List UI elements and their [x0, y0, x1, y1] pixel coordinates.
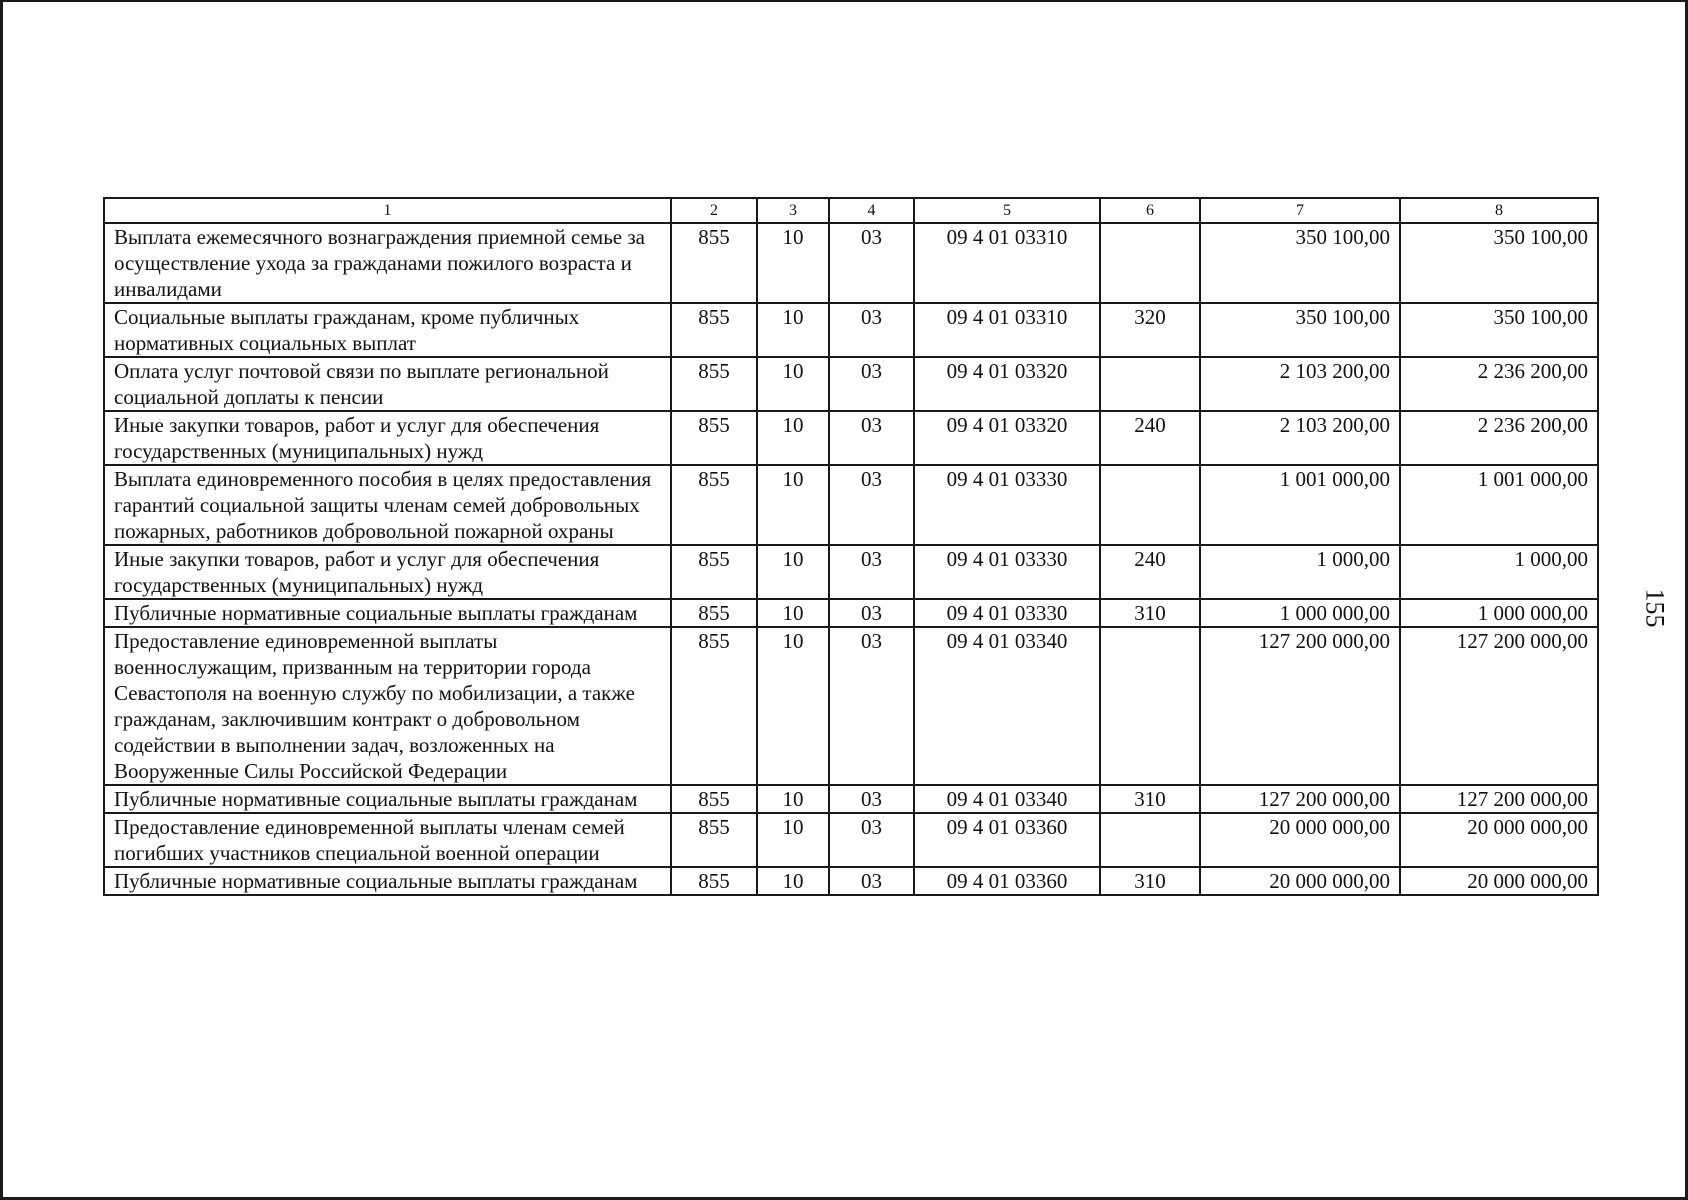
row-code: 855: [671, 411, 757, 465]
row-subsection: 03: [829, 465, 914, 545]
row-code: 855: [671, 627, 757, 785]
row-subsection: 03: [829, 813, 914, 867]
budget-table: [103, 197, 1599, 896]
row-amount-8: 2 236 200,00: [1400, 357, 1598, 411]
row-description: Иные закупки товаров, работ и услуг для обеспечения государственных (муниципальных) нужд: [104, 411, 671, 465]
row-code: 855: [671, 599, 757, 627]
row-section: 10: [757, 545, 829, 599]
row-expense-type: [1100, 465, 1200, 545]
row-target-article: 09 4 01 03330: [914, 599, 1100, 627]
row-expense-type: [1100, 627, 1200, 785]
row-amount-7: 2 103 200,00: [1200, 357, 1400, 411]
row-subsection: 03: [829, 599, 914, 627]
row-amount-8: 1 000,00: [1400, 545, 1598, 599]
table-row: [104, 785, 1598, 813]
row-description: Оплата услуг почтовой связи по выплате региональной социальной доплаты к пенсии: [104, 357, 671, 411]
row-amount-8: 20 000 000,00: [1400, 867, 1598, 895]
column-header: 2: [671, 198, 757, 223]
row-expense-type: 240: [1100, 411, 1200, 465]
row-expense-type: 240: [1100, 545, 1200, 599]
column-header: 5: [914, 198, 1100, 223]
row-expense-type: [1100, 357, 1200, 411]
table-row: [104, 599, 1598, 627]
row-section: 10: [757, 357, 829, 411]
row-target-article: 09 4 01 03360: [914, 867, 1100, 895]
row-amount-8: 20 000 000,00: [1400, 813, 1598, 867]
row-section: 10: [757, 465, 829, 545]
row-expense-type: 320: [1100, 303, 1200, 357]
row-target-article: 09 4 01 03340: [914, 627, 1100, 785]
row-code: 855: [671, 813, 757, 867]
row-amount-7: 1 000 000,00: [1200, 599, 1400, 627]
table-row: [104, 411, 1598, 465]
table-row: [104, 627, 1598, 785]
row-description: Социальные выплаты гражданам, кроме публичных нормативных социальных выплат: [104, 303, 671, 357]
table-row: [104, 465, 1598, 545]
row-section: 10: [757, 303, 829, 357]
row-description: Публичные нормативные социальные выплаты гражданам: [104, 785, 671, 813]
row-section: 10: [757, 627, 829, 785]
column-header: 4: [829, 198, 914, 223]
row-section: 10: [757, 785, 829, 813]
row-description: Выплата ежемесячного вознаграждения приемной семье за осуществление ухода за гражданами пожилого возраста и инвалидами: [104, 223, 671, 303]
row-amount-7: 127 200 000,00: [1200, 627, 1400, 785]
row-description: Публичные нормативные социальные выплаты гражданам: [104, 867, 671, 895]
row-code: 855: [671, 223, 757, 303]
row-expense-type: 310: [1100, 867, 1200, 895]
row-description: Предоставление единовременной выплаты военнослужащим, призванным на территории города Севастополя на военную службу по мобилизации, а также гражданам, заключившим контракт о добровольном содействии в выполнении задач, возложенных на Вооруженные Силы Российской Федерации: [104, 627, 671, 785]
row-expense-type: [1100, 223, 1200, 303]
row-amount-7: 1 001 000,00: [1200, 465, 1400, 545]
row-target-article: 09 4 01 03330: [914, 465, 1100, 545]
row-target-article: 09 4 01 03320: [914, 357, 1100, 411]
row-target-article: 09 4 01 03310: [914, 223, 1100, 303]
row-subsection: 03: [829, 411, 914, 465]
table-row: [104, 813, 1598, 867]
column-header: 3: [757, 198, 829, 223]
row-amount-8: 350 100,00: [1400, 303, 1598, 357]
row-target-article: 09 4 01 03340: [914, 785, 1100, 813]
column-header: 8: [1400, 198, 1598, 223]
row-amount-8: 350 100,00: [1400, 223, 1598, 303]
table-row: [104, 223, 1598, 303]
column-header: 1: [104, 198, 671, 223]
row-target-article: 09 4 01 03330: [914, 545, 1100, 599]
row-section: 10: [757, 813, 829, 867]
row-expense-type: [1100, 813, 1200, 867]
row-amount-7: 350 100,00: [1200, 303, 1400, 357]
table-row: [104, 303, 1598, 357]
row-target-article: 09 4 01 03360: [914, 813, 1100, 867]
row-amount-8: 1 001 000,00: [1400, 465, 1598, 545]
column-header: 7: [1200, 198, 1400, 223]
row-subsection: 03: [829, 303, 914, 357]
row-subsection: 03: [829, 223, 914, 303]
row-amount-7: 20 000 000,00: [1200, 867, 1400, 895]
header-row: [104, 198, 1598, 223]
row-description: Публичные нормативные социальные выплаты гражданам: [104, 599, 671, 627]
row-section: 10: [757, 599, 829, 627]
row-code: 855: [671, 545, 757, 599]
row-code: 855: [671, 785, 757, 813]
row-code: 855: [671, 867, 757, 895]
row-amount-8: 1 000 000,00: [1400, 599, 1598, 627]
row-amount-7: 1 000,00: [1200, 545, 1400, 599]
row-description: Предоставление единовременной выплаты членам семей погибших участников специальной военной операции: [104, 813, 671, 867]
row-target-article: 09 4 01 03320: [914, 411, 1100, 465]
row-description: Выплата единовременного пособия в целях предоставления гарантий социальной защиты членам семей добровольных пожарных, работников добровольной пожарной охраны: [104, 465, 671, 545]
table-row: [104, 545, 1598, 599]
row-subsection: 03: [829, 627, 914, 785]
table-row: [104, 867, 1598, 895]
row-expense-type: 310: [1100, 599, 1200, 627]
row-amount-8: 127 200 000,00: [1400, 627, 1598, 785]
row-section: 10: [757, 867, 829, 895]
row-section: 10: [757, 411, 829, 465]
row-target-article: 09 4 01 03310: [914, 303, 1100, 357]
row-section: 10: [757, 223, 829, 303]
row-subsection: 03: [829, 785, 914, 813]
row-amount-7: 127 200 000,00: [1200, 785, 1400, 813]
row-subsection: 03: [829, 867, 914, 895]
row-expense-type: 310: [1100, 785, 1200, 813]
row-subsection: 03: [829, 357, 914, 411]
table-row: [104, 357, 1598, 411]
row-code: 855: [671, 357, 757, 411]
row-amount-7: 20 000 000,00: [1200, 813, 1400, 867]
row-code: 855: [671, 303, 757, 357]
page-number: 155: [1640, 588, 1670, 628]
row-description: Иные закупки товаров, работ и услуг для обеспечения государственных (муниципальных) нужд: [104, 545, 671, 599]
row-subsection: 03: [829, 545, 914, 599]
column-header: 6: [1100, 198, 1200, 223]
row-amount-7: 2 103 200,00: [1200, 411, 1400, 465]
row-amount-8: 2 236 200,00: [1400, 411, 1598, 465]
row-amount-8: 127 200 000,00: [1400, 785, 1598, 813]
row-amount-7: 350 100,00: [1200, 223, 1400, 303]
row-code: 855: [671, 465, 757, 545]
